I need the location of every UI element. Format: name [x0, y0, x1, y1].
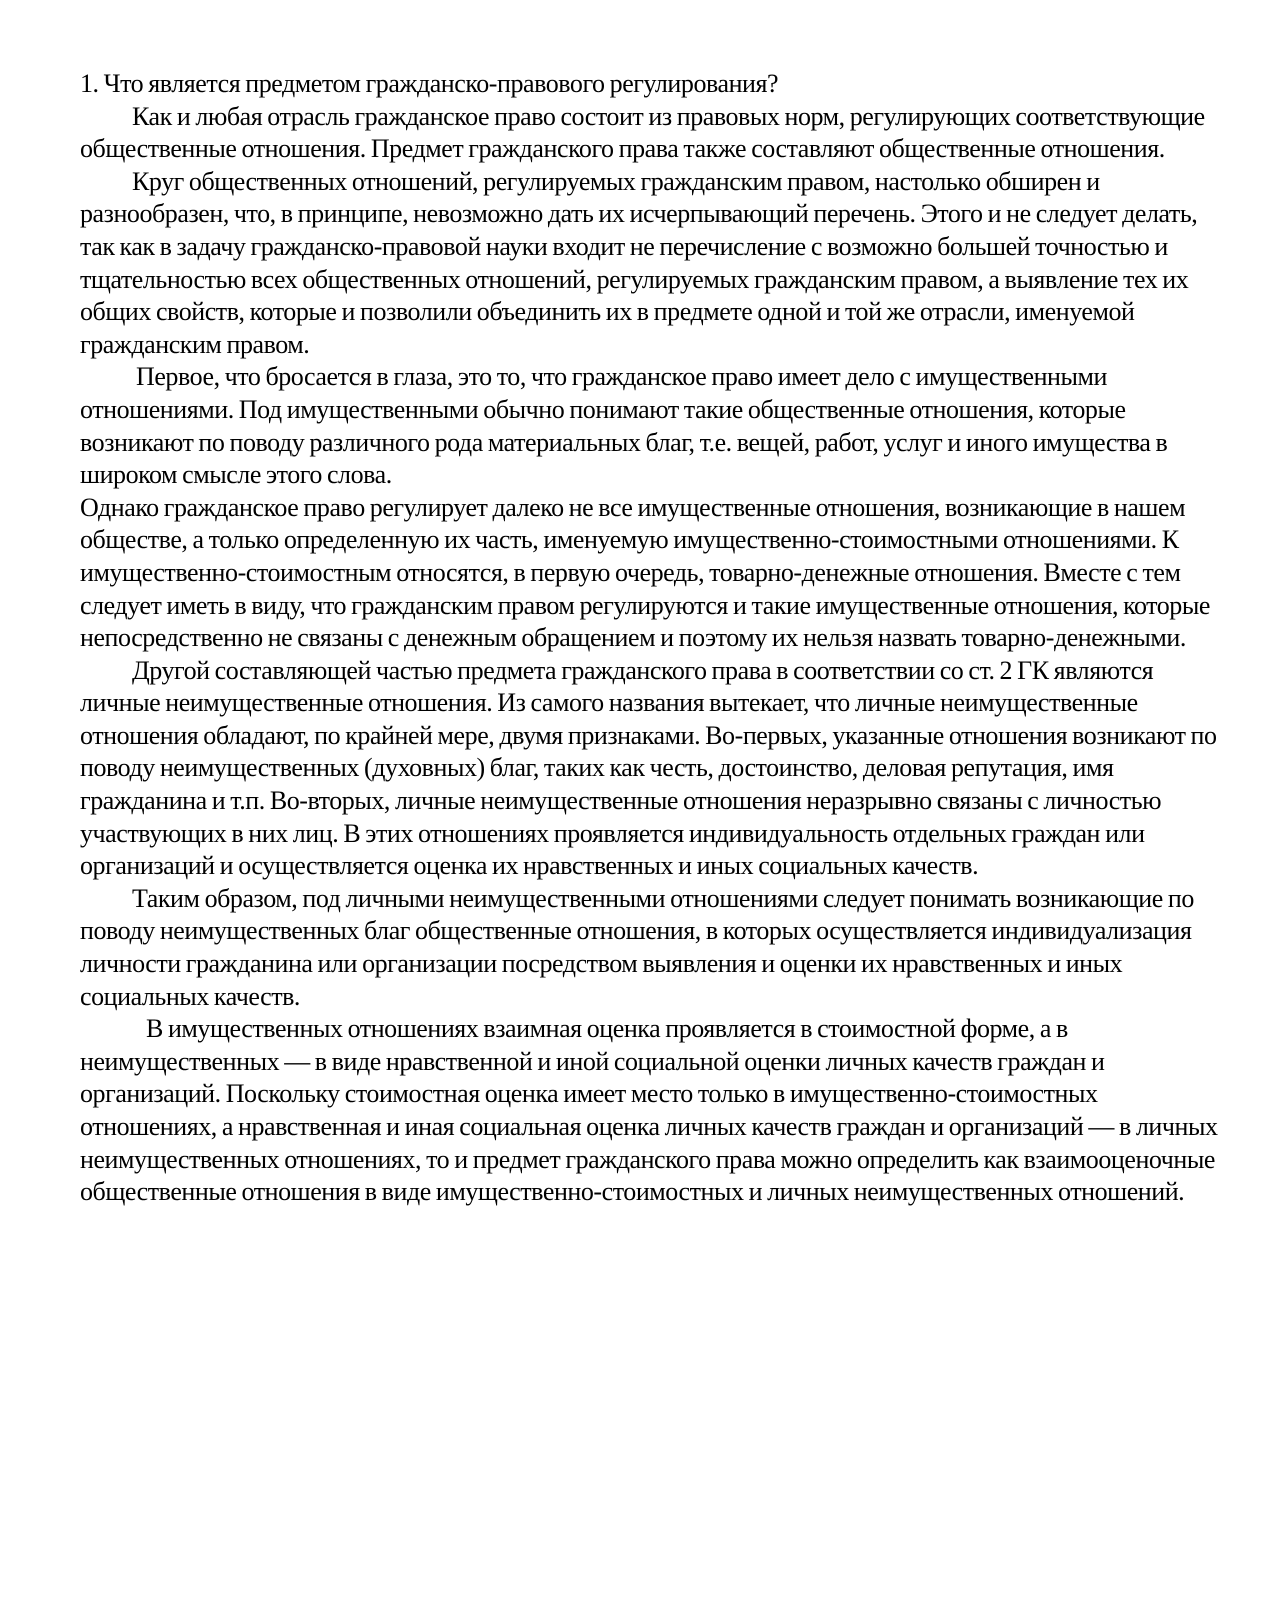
- paragraph-7: В имущественных отношениях взаимная оценка проявляется в стоимостной форме, а в неимущественных — в виде нравственной и иной социальной оценки личных качеств граждан и организаций. Поскольку стоимостная оценка имеет место только в имущественно-стоимостных отношениях, а нравственная и иная социальная оценка личных качеств граждан и организаций — в личных неимущественных отношениях, то и предмет гражданского права можно определить как взаимооценочные общественные отношения в виде имущественно-стоимостных и личных неимущественных отношений.: [80, 1014, 1218, 1207]
- paragraph-1: Как и любая отрасль гражданское право состоит из правовых норм, регулирующих соответствующие общественные отношения. Предмет гражданского права также составляют общественные отношения.: [80, 101, 1205, 164]
- paragraph-3: Первое, что бросается в глаза, это то, что гражданское право имеет дело с имущественными отношениями. Под имущественными обычно понимают такие общественные отношения, которые возникают по поводу различного рода материальных благ, т.е. вещей, работ, услуг и иного имущества в широком смысле этого слова.: [80, 362, 1168, 490]
- paragraph-4: Однако гражданское право регулирует далеко не все имущественные отношения, возникающие в нашем обществе, а только определенную их часть, именуемую имущественно-стоимостными отношениями. К имущественно-стоимостным относятся, в первую очередь, товарно-денежные отношения. Вместе с тем следует иметь в виду, что гражданским правом регулируются и такие имущественные отношения, которые непосредственно не связаны с денежным обращением и поэтому их нельзя назвать товарно-денежными.: [80, 492, 1210, 653]
- document-page: [80, 68, 1230, 1209]
- question-heading: 1. Что является предметом гражданско-правового регулирования?: [80, 69, 779, 98]
- paragraph-6: Таким образом, под личными неимущественными отношениями следует понимать возникающие по поводу неимущественных благ общественные отношения, в которых осуществляется индивидуализация личности гражданина или организации посредством выявления и оценки их нравственных и иных социальных качеств.: [80, 883, 1194, 1011]
- paragraph-5: Другой составляющей частью предмета гражданского права в соответствии со ст. 2 ГК являются личные неимущественные отношения. Из самого названия вытекает, что личные неимущественные отношения обладают, по крайней мере, двумя признаками. Во-первых, указанные отношения возникают по поводу неимущественных (духовных) благ, таких как честь, достоинство, деловая репутация, имя гражданина и т.п. Во-вторых, личные неимущественные отношения неразрывно связаны с личностью участвующих в них лиц. В этих отношениях проявляется индивидуальность отдельных граждан или организаций и осуществляется оценка их нравственных и иных социальных качеств.: [80, 655, 1217, 881]
- paragraph-2: Круг общественных отношений, регулируемых гражданским правом, настолько обширен и разнообразен, что, в принципе, невозможно дать их исчерпывающий перечень. Этого и не следует делать, так как в задачу гражданско-правовой науки входит не перечисление с возможно большей точностью и тщательностью всех общественных отношений, регулируемых гражданским правом, а выявление тех их общих свойств, которые и позволили объединить их в предмете одной и той же отрасли, именуемой гражданским правом.: [80, 166, 1198, 359]
